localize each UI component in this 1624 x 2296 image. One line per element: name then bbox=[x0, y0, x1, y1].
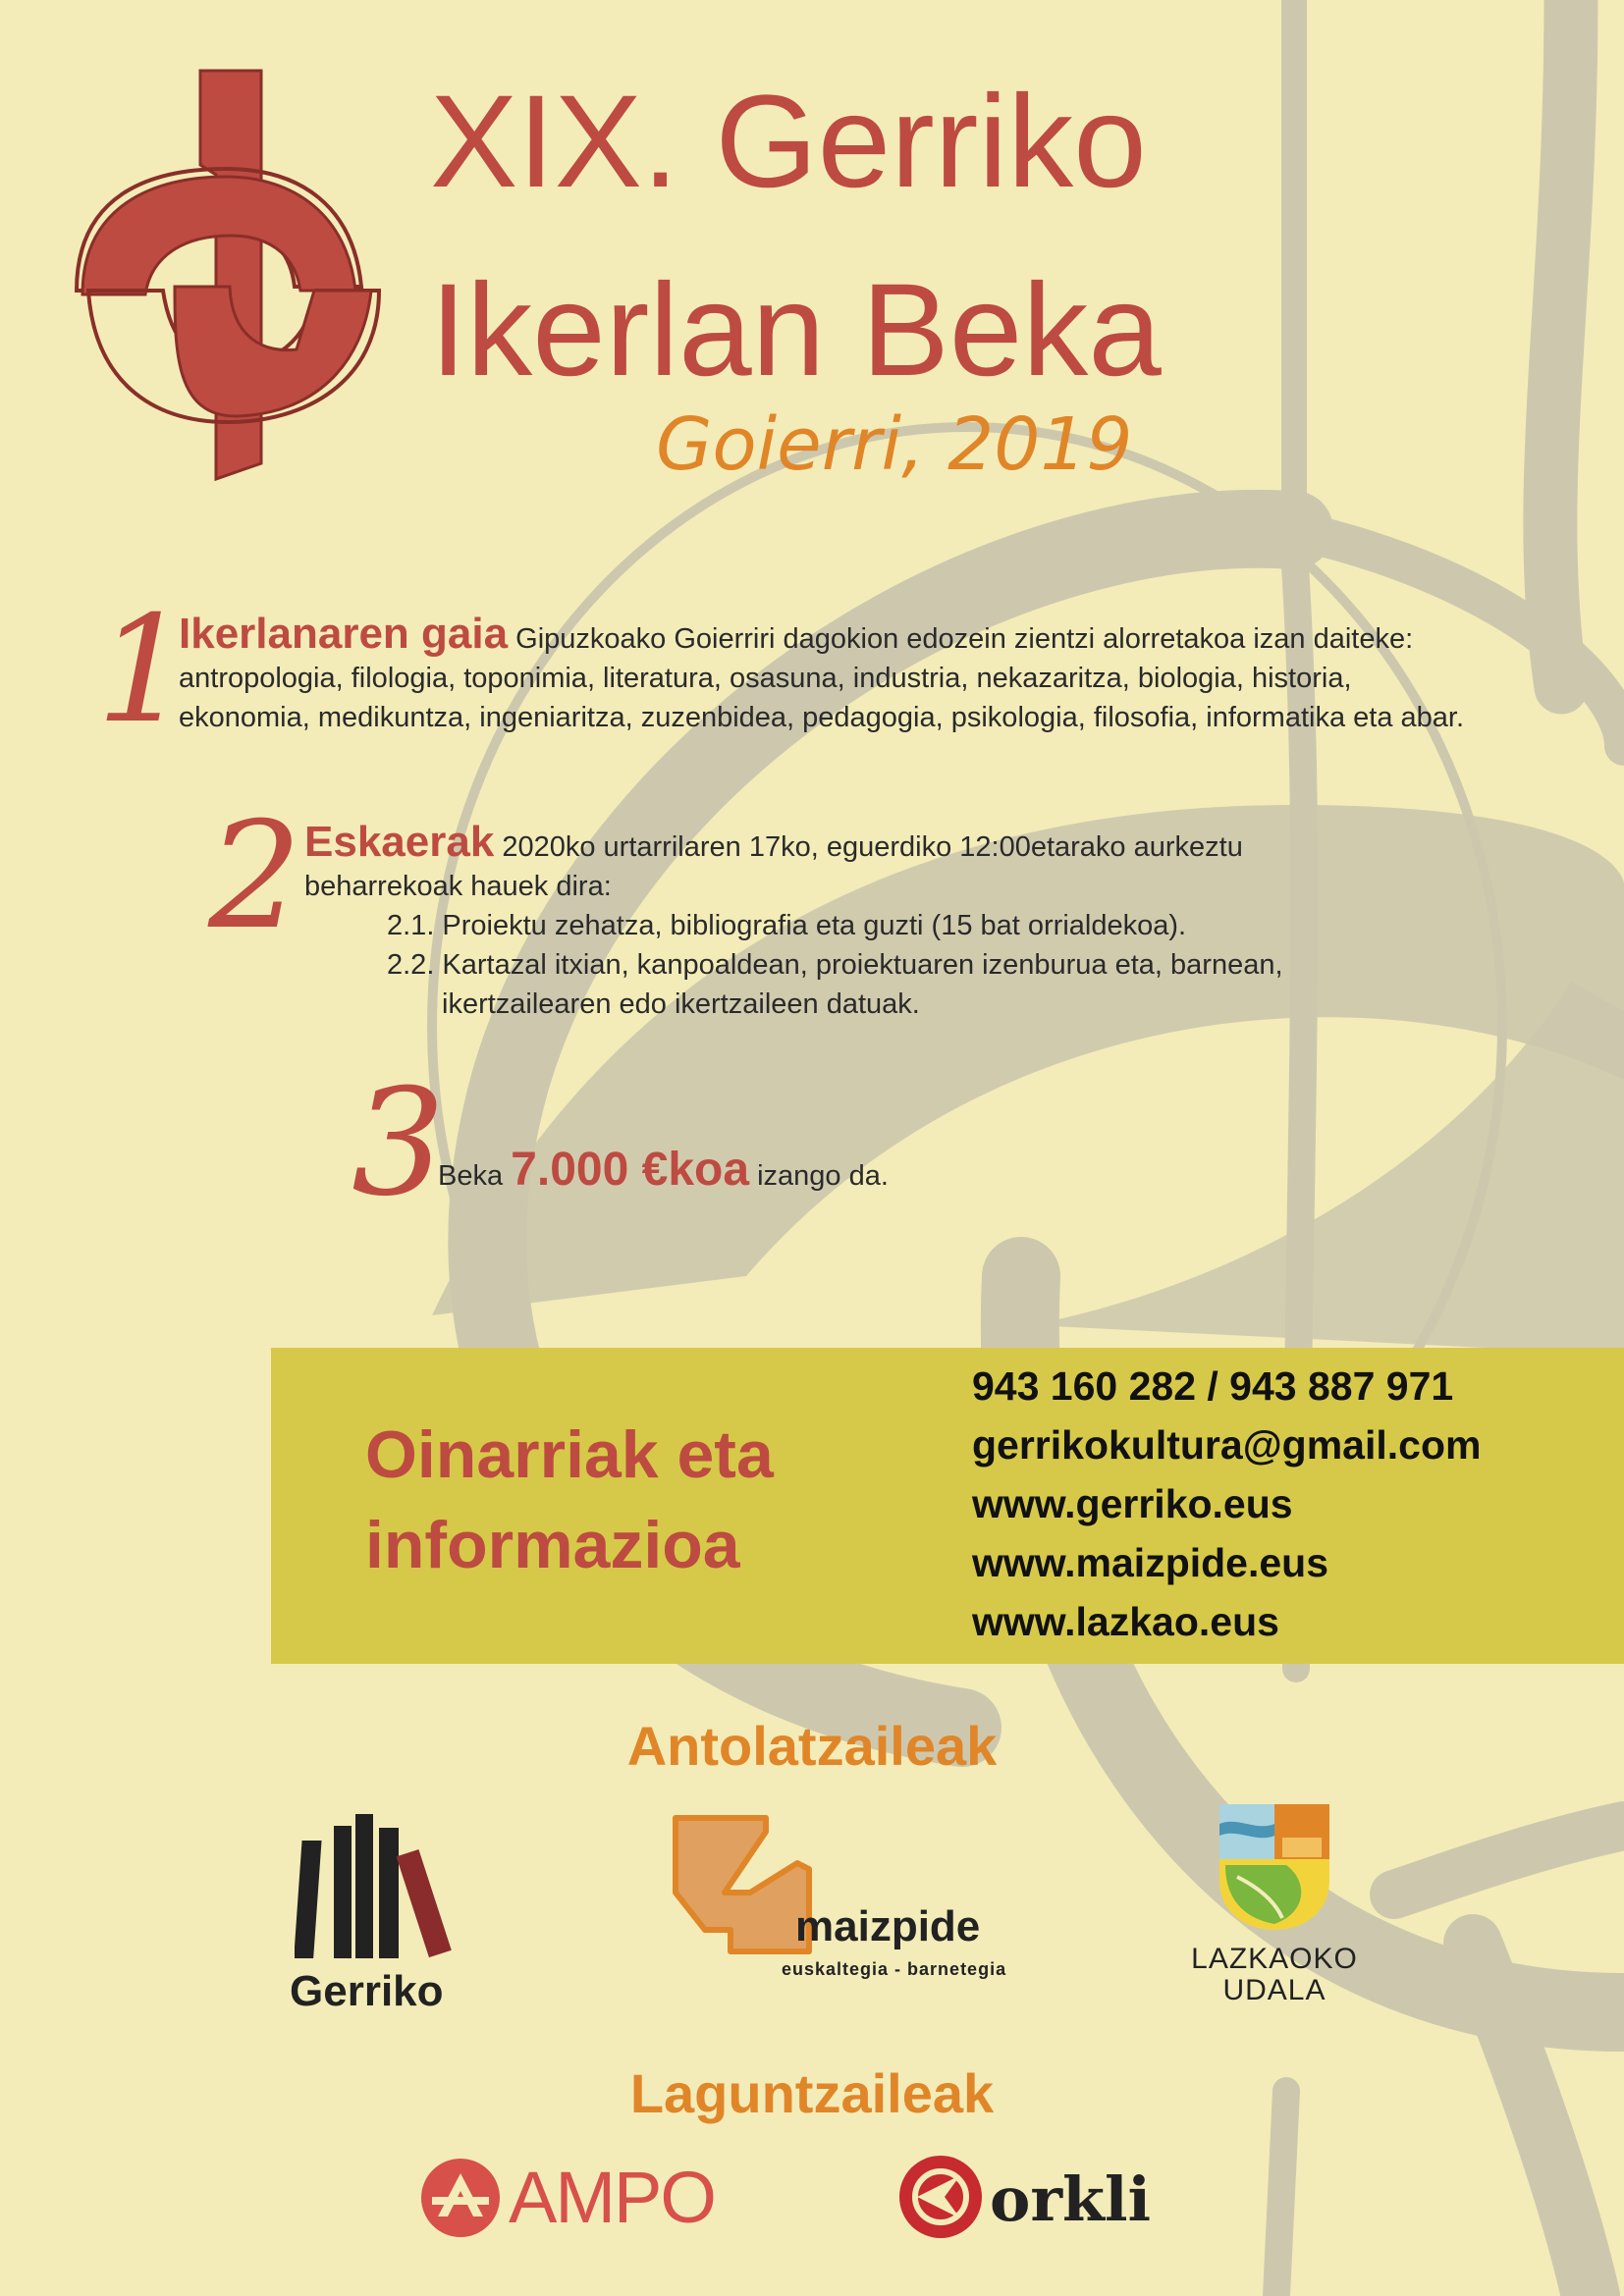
section-1-line1: Gipuzkoako Goierriri dagokion edozein zientzi alorretakoa izan daiteke: bbox=[515, 623, 1414, 655]
sponsors-heading: Laguntzaileak bbox=[629, 2062, 995, 2124]
section-2-line2: beharrekoak hauek dira: bbox=[304, 871, 612, 902]
contact-web-maizpide[interactable]: www.maizpide.eus bbox=[972, 1540, 1329, 1585]
gerriko-logo-text: Gerriko bbox=[290, 1967, 444, 2015]
contact-web-lazkao[interactable]: www.lazkao.eus bbox=[972, 1599, 1279, 1644]
lazkao-logo-line2: UDALA bbox=[1222, 1974, 1326, 2006]
section-number-2: 2 bbox=[208, 791, 302, 962]
contact-web-gerriko[interactable]: www.gerriko.eus bbox=[972, 1481, 1293, 1526]
title-line-2: Ikerlan Beka bbox=[430, 257, 1162, 403]
ampo-logo-icon bbox=[418, 2156, 503, 2240]
info-heading bbox=[365, 1410, 774, 1590]
gerriko-emblem-icon bbox=[69, 59, 383, 491]
section-3-suffix: izango da. bbox=[757, 1160, 889, 1192]
subtitle: Goierri, 2019 bbox=[656, 402, 1133, 487]
maizpide-logo-text: maizpide bbox=[795, 1902, 981, 1950]
section-1-line2: antropologia, filologia, toponimia, literatura, osasuna, industria, nekazaritza, biologia, historia, bbox=[179, 663, 1352, 694]
section-3 bbox=[438, 1144, 889, 1196]
section-3-prefix: Beka bbox=[438, 1160, 504, 1192]
lazkao-shield-icon bbox=[1218, 1802, 1331, 1932]
section-2 bbox=[304, 818, 1384, 1024]
ampo-logo-text: AMPO bbox=[509, 2157, 715, 2238]
orkli-logo-text: orkli bbox=[990, 2163, 1152, 2235]
section-2-line1: 2020ko urtarrilaren 17ko, eguerdiko 12:00etarako aurkeztu bbox=[502, 831, 1243, 863]
section-1-heading: Ikerlanaren gaia bbox=[179, 610, 509, 658]
contact-email[interactable]: gerrikokultura@gmail.com bbox=[972, 1422, 1482, 1468]
info-heading-line2: informazioa bbox=[365, 1508, 740, 1582]
gerriko-books-logo-icon bbox=[295, 1806, 471, 1963]
lazkao-logo-line1: LAZKAOKO bbox=[1191, 1943, 1358, 1975]
maizpide-logo-subtext: euskaltegia - barnetegia bbox=[782, 1959, 1007, 1979]
section-2-item2b: ikertzailearen edo ikertzaileen datuak. bbox=[442, 988, 920, 1020]
section-3-amount: 7.000 €koa bbox=[511, 1144, 750, 1196]
section-2-heading: Eskaerak bbox=[304, 818, 495, 866]
contact-list bbox=[972, 1357, 1481, 1651]
section-2-item2a: 2.2. Kartazal itxian, kanpoaldean, proiektuaren izenburua eta, barnean, bbox=[387, 949, 1283, 981]
section-1-line3: ekonomia, medikuntza, ingeniaritza, zuzenbidea, pedagogia, psikologia, filosofia, informatika eta abar. bbox=[179, 702, 1465, 733]
section-1 bbox=[179, 610, 1612, 737]
info-heading-line1: Oinarriak eta bbox=[365, 1417, 774, 1492]
section-number-3: 3 bbox=[352, 1058, 446, 1229]
organizers-heading: Antolatzaileak bbox=[626, 1715, 998, 1777]
title-line-1: XIX. Gerriko bbox=[430, 69, 1147, 215]
contact-phones: 943 160 282 / 943 887 971 bbox=[972, 1363, 1454, 1409]
orkli-logo-icon bbox=[895, 2152, 986, 2242]
lazkao-logo-text bbox=[1178, 1944, 1371, 2006]
section-number-1: 1 bbox=[96, 585, 190, 756]
section-2-item1: 2.1. Proiektu zehatza, bibliografia eta guzti (15 bat orrialdekoa). bbox=[387, 910, 1187, 941]
